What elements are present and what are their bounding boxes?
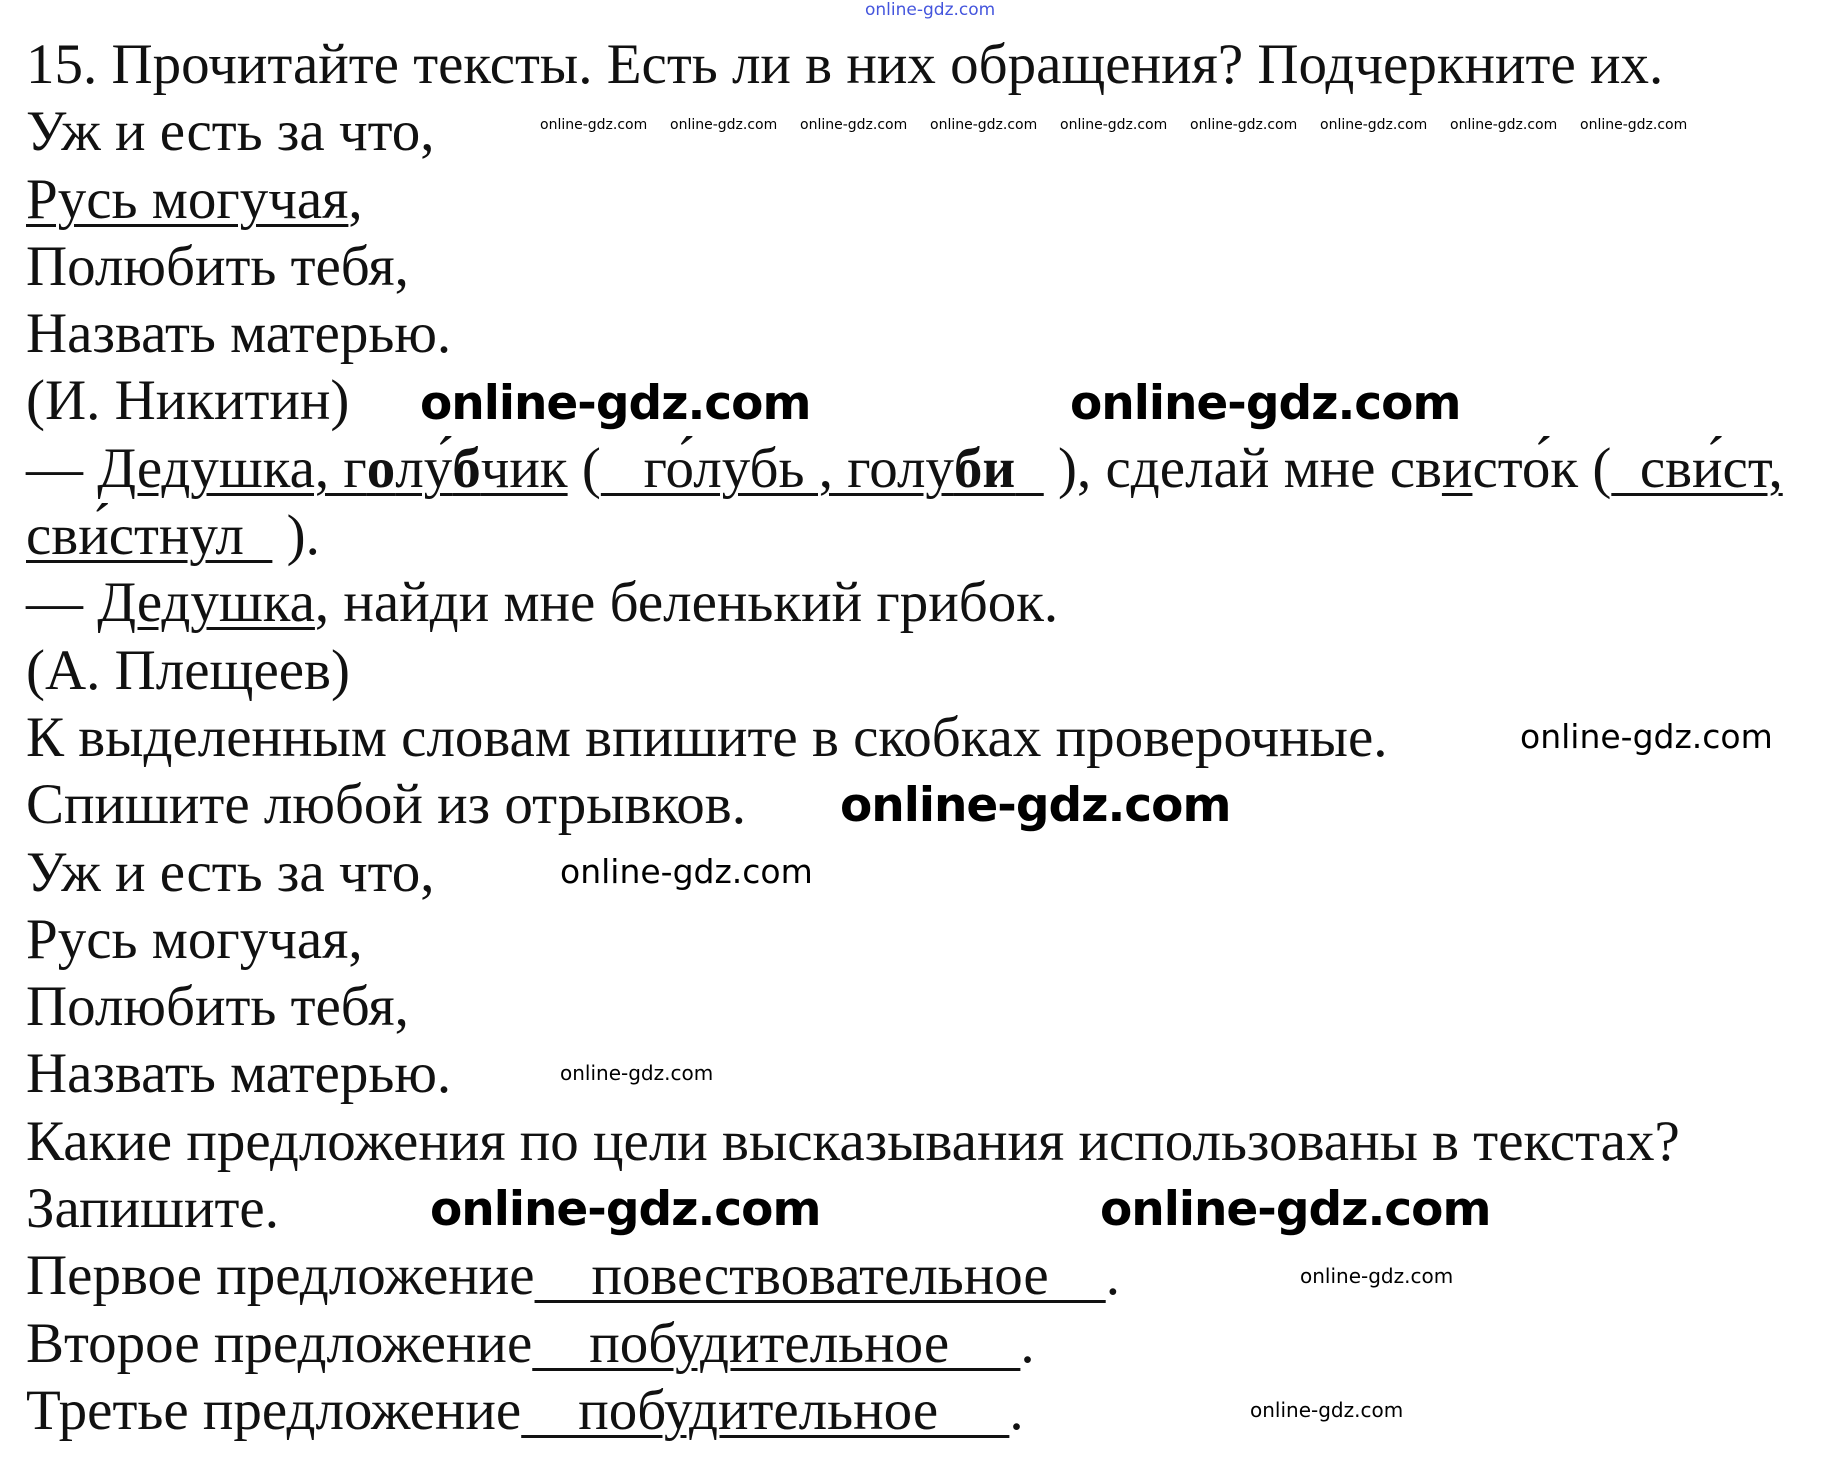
watermark: online-gdz.com [1580,117,1688,133]
watermark: online-gdz.com [930,117,1038,133]
watermark: online-gdz.com [840,778,1231,833]
text-line [26,906,1783,973]
text-line [26,233,1783,300]
text-segment: Русь могучая, [26,907,363,971]
text-segment: К выделенным словам впишите в скобках проверочные. [26,705,1388,769]
text-segment: Спишите любой из отрывков. [26,773,746,837]
watermark: online-gdz.com [1250,1398,1404,1422]
text-line [26,367,1783,434]
text-line [26,31,1783,98]
text-line [26,973,1783,1040]
text-line [26,1108,1783,1175]
text-line [26,1040,1783,1107]
watermark: online-gdz.com [1100,1182,1491,1237]
text-segment: — [26,436,98,500]
watermark: online-gdz.com [670,117,778,133]
text-segment: Назвать матерью. [26,1042,452,1106]
text-line [26,300,1783,367]
text-segment: Полюбить тебя, [26,975,409,1039]
text-segment: Полюбить тебя, [26,234,409,298]
underlined-text: сви́стнул [26,504,273,568]
text-segment: (И. Никитин) [26,369,350,433]
underlined-text [1015,437,1044,500]
text-segment: Запишите. [26,1177,279,1241]
text-segment: Назвать матерью. [26,302,452,366]
text-segment: Какие предложения по цели высказывания использованы в текстах? [26,1109,1680,1173]
text-segment: ( [567,436,601,500]
text-segment: ), сделай мне св [1043,436,1442,500]
underlined-text: сви́ст, [1611,436,1783,500]
watermark: online-gdz.com [560,1061,714,1085]
watermark: online-gdz.com [1300,1264,1454,1288]
watermark: online-gdz.com [800,117,908,133]
watermark: online-gdz.com [1450,117,1558,133]
text-line [26,435,1783,502]
underlined-text: би [953,436,1016,500]
watermark: online-gdz.com [560,852,813,891]
text-segment: Второе предложение [26,1311,533,1375]
text-segment: Первое предложение [26,1244,535,1308]
underlined-text: побудительное [521,1378,1010,1442]
text-line [26,637,1783,704]
text-segment: (А. Плещеев) [26,638,350,702]
text-segment: — [26,571,98,635]
text-line [26,166,1783,233]
underlined-text: Дедушка [97,571,315,635]
watermark-top: online-gdz.com [865,0,996,20]
watermark: online-gdz.com [540,117,648,133]
text-segment: , [348,167,363,231]
underlined-text: чик [480,436,568,500]
text-segment: . [1009,1378,1024,1442]
watermark: online-gdz.com [1520,717,1773,756]
text-line [26,839,1783,906]
watermark: online-gdz.com [1060,117,1168,133]
underlined-text: б [452,436,481,500]
underlined-text: и [1441,436,1473,500]
watermark: online-gdz.com [420,376,811,431]
underlined-text: повествовательное [534,1244,1106,1308]
text-line [26,1175,1783,1242]
text-segment: ). [272,504,320,568]
text-line [26,569,1783,636]
underlined-text: о [366,436,396,500]
text-line [26,1377,1783,1444]
watermark: online-gdz.com [1070,376,1461,431]
text-line [26,1310,1783,1377]
text-segment: Уж и есть за что, [26,100,435,164]
text-segment: сто́к ( [1472,436,1612,500]
text-segment: Третье предложение [26,1378,522,1442]
text-segment: Уж и есть за что, [26,840,435,904]
text-line [26,1242,1783,1309]
underlined-text: Дедушка, г [97,436,367,500]
underlined-text: побудительное [532,1311,1021,1375]
watermark: online-gdz.com [430,1182,821,1237]
underlined-text: Русь могучая [26,167,349,231]
watermark: online-gdz.com [1190,117,1298,133]
text-segment: , найди мне беленький грибок. [314,571,1059,635]
underlined-text: лу́ [395,436,453,500]
text-segment: . [1020,1311,1035,1375]
text-segment: . [1105,1244,1120,1308]
text-segment: 15. Прочитайте тексты. Есть ли в них обращения? Подчеркните их. [26,33,1664,96]
watermark: online-gdz.com [1320,117,1428,133]
underlined-text: го́лубь , голу [600,436,954,500]
text-line [26,502,1783,569]
